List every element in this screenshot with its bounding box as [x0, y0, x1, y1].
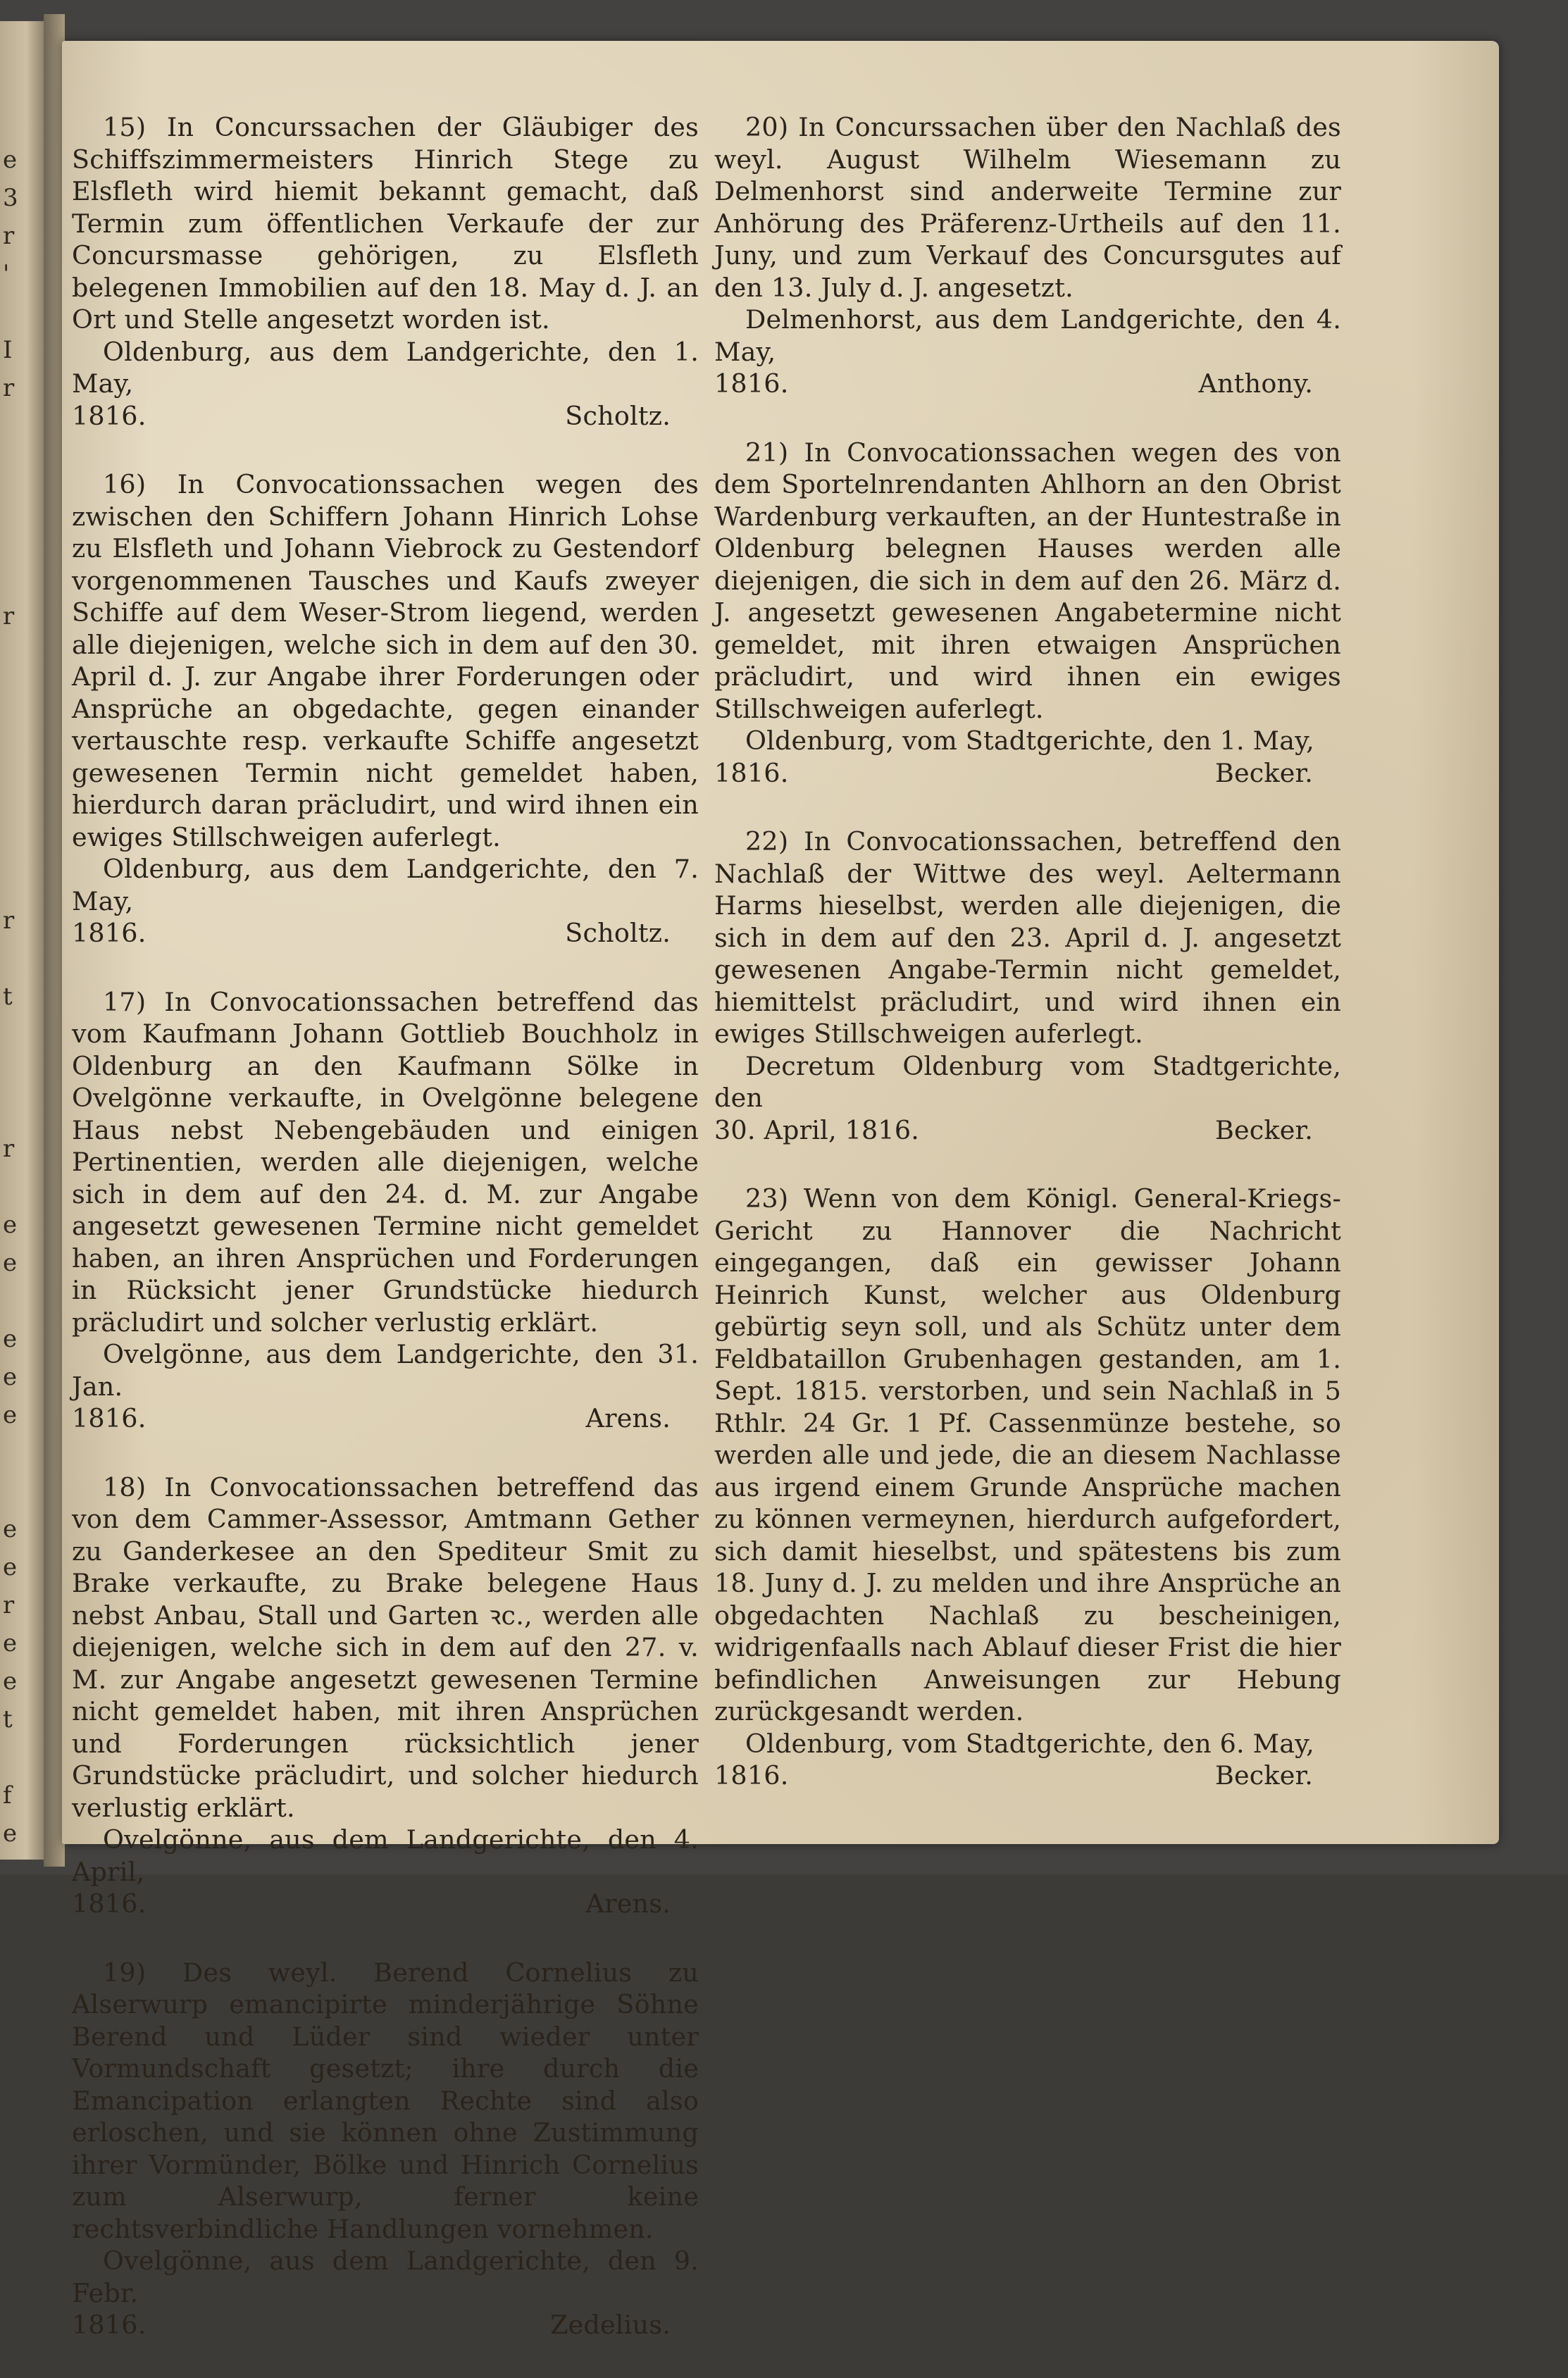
notice-signature: Becker. — [1214, 1114, 1313, 1145]
notice-sign-line — [72, 2309, 699, 2341]
notice-signature: Scholtz. — [565, 400, 671, 431]
notice-year: 1816. — [714, 1760, 789, 1791]
previous-page-edge — [0, 21, 44, 1860]
notice-signature: Becker. — [1214, 757, 1313, 788]
text-columns — [72, 111, 1424, 2340]
notice-sign-line — [72, 1402, 699, 1435]
notice-16 — [72, 468, 699, 950]
notice-22 — [714, 826, 1341, 1146]
notice-place-date: Delmenhorst, aus dem Landgerichte, den 4. May, — [714, 304, 1341, 367]
notice-place-date: Ovelgönne, aus dem Landgerichte, den 31. Jan. — [72, 1339, 699, 1402]
notice-year: 1816. — [72, 1888, 147, 1919]
notice-year: 1816. — [714, 757, 789, 788]
notice-year: 1816. — [714, 368, 789, 399]
newspaper-page — [62, 41, 1499, 2340]
notice-sign-line — [714, 368, 1341, 400]
notice-20 — [714, 111, 1341, 400]
notice-body: 18) In Convocationssachen betreffend das von dem Cammer-Assessor, Amtmann Gether zu Ganderkesee an den Spediteur Smit zu Brake verkaufte, zu Brake belegene Haus nebst Anbau, Stall und Garten ꝛc., werden alle diejenigen, welche sich in dem auf den 27. v. M. zur Angabe angesetzt gewesenen Termine nicht gemeldet haben, mit ihren Ansprüchen und Forderungen rücksichtlich jener Grundstücke präcludirt, und solcher hiedurch verlustig erklärt. — [72, 1471, 699, 1823]
notice-body: 20) In Concurssachen über den Nachlaß des weyl. August Wilhelm Wiesemann zu Delmenhorst sind anderweite Termine zur Anhörung des Präferenz-Urtheils auf den 11. Juny, und zum Verkauf des Concursgutes auf den 13. July d. J. angesetzt. — [714, 112, 1341, 303]
notice-sign-line — [72, 1888, 699, 1920]
notice-signature: Arens. — [585, 1403, 671, 1433]
notice-19 — [72, 1957, 699, 2341]
notice-23 — [714, 1183, 1341, 1792]
notice-year: 1816. — [72, 2310, 147, 2340]
notice-year: 1816. — [72, 918, 147, 948]
left-column — [72, 111, 699, 2378]
notice-place-date: Oldenburg, aus dem Landgerichte, den 1. May, — [72, 336, 699, 399]
notice-body: 23) Wenn von dem Königl. General-Kriegs-Gericht zu Hannover die Nachricht eingegangen, daß ein gewisser Johann Heinrich Kunst, welcher aus Oldenburg gebürtig seyn soll, und als Schütz unter dem Feldbataillon Grubenhagen gestanden, am 1. Sept. 1815. verstorben, und sein Nachlaß in 5 Rthlr. 24 Gr. 1 Pf. Cassenmünze bestehe, so werden alle und jede, die an diesem Nachlasse aus irgend einem Grunde Ansprüche machen zu können vermeynen, hierdurch aufgefordert, sich damit hieselbst, und spätestens bis zum 18. Juny d. J. zu melden und ihre Ansprüche an obgedachten Nachlaß zu bescheinigen, widrigenfaalls nach Ablauf dieser Frist die hier befindlichen Anweisungen zur Hebung zurückgesandt werden. — [714, 1183, 1341, 1726]
notice-signature: Becker. — [1214, 1760, 1313, 1791]
notice-signature: Anthony. — [1198, 368, 1313, 399]
notice-year: 30. April, 1816. — [714, 1114, 920, 1145]
notice-18 — [72, 1471, 699, 1920]
notice-sign-line — [714, 1760, 1341, 1792]
notice-year: 1816. — [72, 400, 147, 431]
previous-page-marks: e 3 r ' I r r r t r e e e e e e e r e e t f e — [3, 146, 18, 1848]
notice-body: 17) In Convocationssachen betreffend das vom Kaufmann Johann Gottlieb Bouchholz in Oldenburg an den Kaufmann Sölke in Ovelgönne verkaufte, in Ovelgönne belegene Haus nebst Nebengebäuden und einigen Pertinentien, werden alle diejenigen, welche sich in dem auf den 24. d. M. zur Angabe angesetzt gewesenen Termine nicht gemeldet haben, an ihren Ansprüchen und Forderungen in Rücksicht jener Grundstücke hiedurch präcludirt und solcher verlustig erklärt. — [72, 986, 699, 1338]
notice-place-date: Ovelgönne, aus dem Landgerichte, den 9. Febr. — [72, 2246, 699, 2308]
notice-21 — [714, 437, 1341, 790]
right-column — [714, 111, 1341, 1829]
notice-17 — [72, 986, 699, 1435]
notice-place-date: Oldenburg, aus dem Landgerichte, den 7. May, — [72, 854, 699, 916]
notice-place-date: Decretum Oldenburg vom Stadtgerichte, den — [714, 1050, 1341, 1113]
notice-signature: Scholtz. — [565, 918, 671, 948]
notice-place-date: Ovelgönne, aus dem Landgerichte, den 4. April, — [72, 1824, 699, 1887]
notice-sign-line — [72, 400, 699, 432]
notice-15 — [72, 111, 699, 432]
notice-sign-line — [714, 757, 1341, 790]
notice-sign-line — [72, 917, 699, 950]
notice-body: 16) In Convocationssachen wegen des zwischen den Schiffern Johann Hinrich Lohse zu Elsfleth und Johann Viebrock zu Gestendorf vorgenommenen Tausches und Kaufs zweyer Schiffe auf dem Weser-Strom liegend, werden alle diejenigen, welche sich in dem auf den 30. April d. J. zur Angabe ihrer Forderungen oder Ansprüche an obgedachte, gegen einander vertauschte resp. verkaufte Schiffe angesetzt gewesenen Termin nicht gemeldet haben, hierdurch daran präcludirt, und wird ihnen ein ewiges Stillschweigen auferlegt. — [72, 469, 699, 852]
notice-year: 1816. — [72, 1403, 147, 1433]
notice-sign-line — [714, 1114, 1341, 1147]
notice-body: 15) In Concurssachen der Gläubiger des Schiffszimmermeisters Hinrich Stege zu Elsfleth wird hiemit bekannt gemacht, daß Termin zum öffentlichen Verkaufe der zur Concursmasse gehörigen, zu Elsfleth belegenen Immobilien auf den 18. May d. J. an Ort und Stelle angesetzt worden ist. — [72, 112, 699, 335]
notice-body: 21) In Convocationssachen wegen des von dem Sportelnrendanten Ahlhorn an den Obrist Wardenburg verkauften, an der Huntestraße in Oldenburg belegnen Hauses werden alle diejenigen, die sich in dem auf den 26. März d. J. angesetzt gewesenen Angabetermine nicht gemeldet, mit ihren etwaigen Ansprüchen präcludirt, und wird ihnen ein ewiges Stillschweigen auferlegt. — [714, 437, 1341, 724]
notice-place-date: Oldenburg, vom Stadtgerichte, den 6. May, — [745, 1728, 1314, 1759]
notice-body: 19) Des weyl. Berend Cornelius zu Alserwurp emancipirte minderjährige Söhne Berend und Lüder sind wieder unter Vormundschaft gesetzt; ihre durch die Emancipation erlangten Rechte sind also erloschen, und sie können ohne Zustimmung ihrer Vormünder, Bölke und Hinrich Cornelius zum Alserwurp, ferner keine rechtsverbindliche Handlungen vornehmen. — [72, 1957, 699, 2244]
notice-signature: Zedelius. — [550, 2310, 671, 2340]
notice-place-date: Oldenburg, vom Stadtgerichte, den 1. May, — [745, 726, 1314, 756]
notice-signature: Arens. — [585, 1888, 671, 1919]
notice-body: 22) In Convocationssachen, betreffend den Nachlaß der Wittwe des weyl. Aeltermann Harms hieselbst, werden alle diejenigen, die sich in dem auf den 23. April d. J. angesetzt gewesenen Angabe-Termin nicht gemeldet, hiemittelst präcludirt, und wird ihnen ein ewiges Stillschweigen auferlegt. — [714, 826, 1341, 1049]
